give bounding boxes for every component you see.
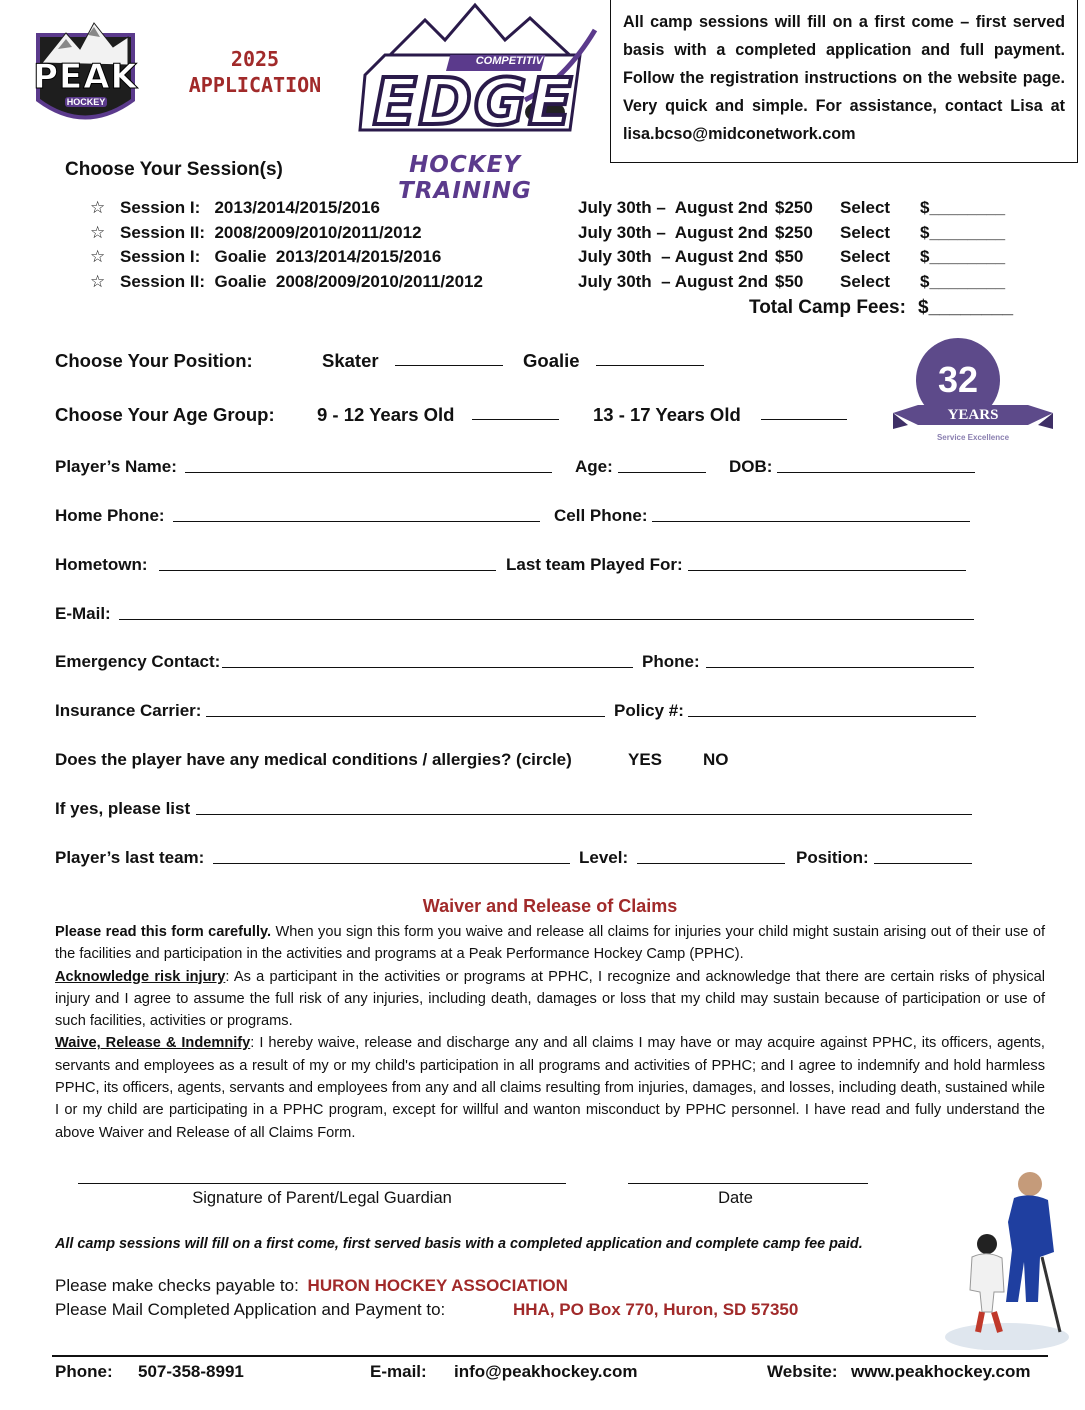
policy-field[interactable] [688, 701, 976, 717]
waiver-paragraph-1 [55, 921, 1045, 966]
session-name: Session I: Goalie 2013/2014/2015/2016 [120, 247, 442, 266]
medical-question: Does the player have any medical conditions / allergies? (circle) [55, 750, 572, 769]
session-price: $250 [775, 223, 813, 242]
medical-no[interactable]: NO [703, 750, 729, 769]
session-row [90, 223, 1006, 243]
age-field[interactable] [618, 457, 706, 473]
edge-logo-bottom: HOCKEY TRAINING [398, 152, 532, 204]
session-select[interactable]: Select [840, 272, 891, 291]
footer-email[interactable]: info@peakhockey.com [454, 1362, 638, 1381]
footer-email-label: E-mail: [370, 1362, 427, 1381]
mail-row [55, 1300, 799, 1320]
cell-phone-field[interactable] [652, 506, 970, 522]
age-label: Age: [575, 457, 613, 476]
waiver-text [55, 921, 1045, 1144]
footer-phone-label: Phone: [55, 1362, 113, 1381]
player-name-field[interactable] [185, 457, 552, 473]
emergency-phone-label: Phone: [642, 652, 700, 671]
signature-label: Signature of Parent/Legal Guardian [192, 1189, 452, 1207]
dob-label: DOB: [729, 457, 773, 476]
session-price: $50 [775, 272, 804, 291]
edge-logo-top: COMPETITIVE [475, 55, 551, 67]
level-label: Level: [579, 848, 629, 867]
star-icon: ☆ [90, 223, 106, 242]
years-badge [888, 325, 1058, 450]
date-label: Date [718, 1189, 753, 1207]
waiver-p2-text: : As a participant in the activities or programs at PPHC, I recognize and acknowledge that there are certain risks of physical injury and I agree to assume the full risk of any injuries, including death, damages or loss that my child may sustain because of participation or use of such facilities, activities or programs. [55, 968, 1045, 1030]
medical-list-field[interactable] [196, 799, 972, 815]
signature-line[interactable] [78, 1183, 566, 1184]
waiver-paragraph-3 [55, 1032, 1045, 1143]
session-dates: July 30th – August 2nd [578, 272, 769, 291]
hometown-field[interactable] [159, 555, 496, 571]
emergency-phone-field[interactable] [706, 652, 974, 668]
players-last-team-label: Player’s last team: [55, 848, 205, 867]
last-team-played-field[interactable] [688, 555, 966, 571]
last-team-played-label: Last team Played For: [506, 555, 683, 574]
badge-number: 32 [937, 359, 979, 400]
email-field[interactable] [119, 604, 974, 620]
session-dates: July 30th – August 2nd [578, 198, 769, 217]
home-phone-field[interactable] [173, 506, 540, 522]
total-fees-label: Total Camp Fees: [749, 297, 906, 318]
age-group-b-label: 13 - 17 Years Old [593, 404, 741, 425]
if-yes-label: If yes, please list [55, 799, 191, 818]
age-group-label: Choose Your Age Group: [55, 404, 275, 425]
checks-label: Please make checks payable to: [55, 1276, 299, 1295]
peak-logo-text: PEAK [33, 57, 138, 97]
position-label: Choose Your Position: [55, 350, 253, 371]
footer-website-label: Website: [767, 1362, 838, 1381]
goalie-field[interactable] [596, 350, 704, 366]
waiver-title: Waiver and Release of Claims [422, 896, 678, 916]
session-row [90, 198, 1006, 218]
session-price: $250 [775, 198, 813, 217]
edge-logo-main: EDGE [373, 66, 575, 140]
star-icon: ☆ [90, 198, 106, 217]
peak-hockey-logo [28, 15, 143, 130]
fill-note: All camp sessions will fill on a first come, first served basis with a completed application and complete camp fee paid. [55, 1236, 863, 1252]
players-last-team-field[interactable] [213, 848, 570, 864]
goalie-label: Goalie [523, 350, 580, 371]
sessions-title: Choose Your Session(s) [65, 159, 283, 180]
waiver-p3-head: Waive, Release & Indemnify [55, 1035, 251, 1052]
session-row [90, 272, 1006, 292]
age-group-a-label: 9 - 12 Years Old [317, 404, 455, 425]
session-dates: July 30th – August 2nd [578, 223, 769, 242]
session-name: Session I: 2013/2014/2015/2016 [120, 198, 380, 217]
waiver-p2-head: Acknowledge risk injury [55, 968, 226, 985]
hometown-label: Hometown: [55, 555, 148, 574]
position-label-2: Position: [796, 848, 869, 867]
insurance-field[interactable] [206, 701, 605, 717]
policy-label: Policy #: [614, 701, 684, 720]
checks-row [55, 1276, 568, 1296]
mail-label: Please Mail Completed Application and Payment to: [55, 1300, 446, 1319]
session-price: $50 [775, 247, 804, 266]
waiver-p1-text: When you sign this form you waive and release all claims for injuries your child might sustain arising out of their use of the facilities and participation in the activities and programs at a Peak Performance Hockey Camp (PPHC). [55, 924, 1045, 963]
footer-phone[interactable]: 507-358-8991 [138, 1362, 244, 1381]
session-amount[interactable]: $________ [920, 198, 1006, 217]
date-line[interactable] [628, 1183, 868, 1184]
session-row [90, 247, 1006, 267]
mail-value: HHA, PO Box 770, Huron, SD 57350 [513, 1300, 799, 1319]
application-label: APPLICATION [188, 73, 322, 97]
session-amount[interactable]: $________ [920, 272, 1006, 291]
medical-yes[interactable]: YES [628, 750, 663, 769]
star-icon: ☆ [90, 272, 106, 291]
email-label: E-Mail: [55, 604, 111, 623]
hockey-players-photo [942, 1162, 1072, 1350]
age-group-a-field[interactable] [472, 404, 559, 420]
skater-field[interactable] [395, 350, 503, 366]
cell-phone-label: Cell Phone: [554, 506, 648, 525]
competitive-edge-logo [345, 0, 605, 204]
dob-field[interactable] [777, 457, 975, 473]
session-select[interactable]: Select [840, 223, 891, 242]
home-phone-label: Home Phone: [55, 506, 165, 525]
session-select[interactable]: Select [840, 247, 891, 266]
badge-years: YEARS [947, 407, 999, 423]
star-icon: ☆ [90, 247, 106, 266]
skater-label: Skater [322, 350, 379, 371]
insurance-label: Insurance Carrier: [55, 701, 202, 720]
position-field[interactable] [874, 848, 972, 864]
session-name: Session II: Goalie 2008/2009/2010/2011/2012 [120, 272, 483, 291]
session-dates: July 30th – August 2nd [578, 247, 769, 266]
application-year: 2025 [230, 47, 280, 71]
total-fees-field[interactable]: $________ [918, 297, 1014, 318]
footer-rule [52, 1355, 1048, 1357]
session-select[interactable]: Select [840, 198, 891, 217]
footer-website[interactable]: www.peakhockey.com [851, 1362, 1031, 1381]
session-name: Session II: 2008/2009/2010/2011/2012 [120, 223, 422, 242]
info-box: All camp sessions will fill on a first come – first served basis with a completed application and full payment. Follow the registration instructions on the website page. Very quick and simple. For assistance, contact Lisa at lisa.bcso@midconetwork.com [610, 0, 1078, 163]
level-field[interactable] [637, 848, 785, 864]
emergency-contact-label: Emergency Contact: [55, 652, 221, 671]
emergency-contact-field[interactable] [222, 652, 633, 668]
waiver-p1-bold: Please read this form carefully. [55, 924, 272, 940]
checks-value: HURON HOCKEY ASSOCIATION [307, 1276, 568, 1295]
peak-logo-sub: HOCKEY [66, 97, 106, 107]
session-amount[interactable]: $________ [920, 223, 1006, 242]
waiver-p3-text: : I hereby waive, release and discharge any and all claims I may have or may acquire against PPHC, its officers, agents, servants and employees as a result of my or my child's participation in all programs and activities of PPHC; and I agree to indemnify and hold harmless PPHC, its officers, agents, servants and employees from any and all claims resulting from injuries, damages, and losses, including death, sustained while I or my child are participating in a PPHC program, except for willful and wanton misconduct by PPHC personnel. I have read and fully understand the above Waiver and Release of all Claims Form. [55, 1035, 1045, 1141]
player-name-label: Player’s Name: [55, 457, 177, 476]
session-amount[interactable]: $________ [920, 247, 1006, 266]
badge-tagline: Service Excellence [936, 433, 1010, 442]
waiver-paragraph-2 [55, 966, 1045, 1033]
age-group-b-field[interactable] [761, 404, 847, 420]
